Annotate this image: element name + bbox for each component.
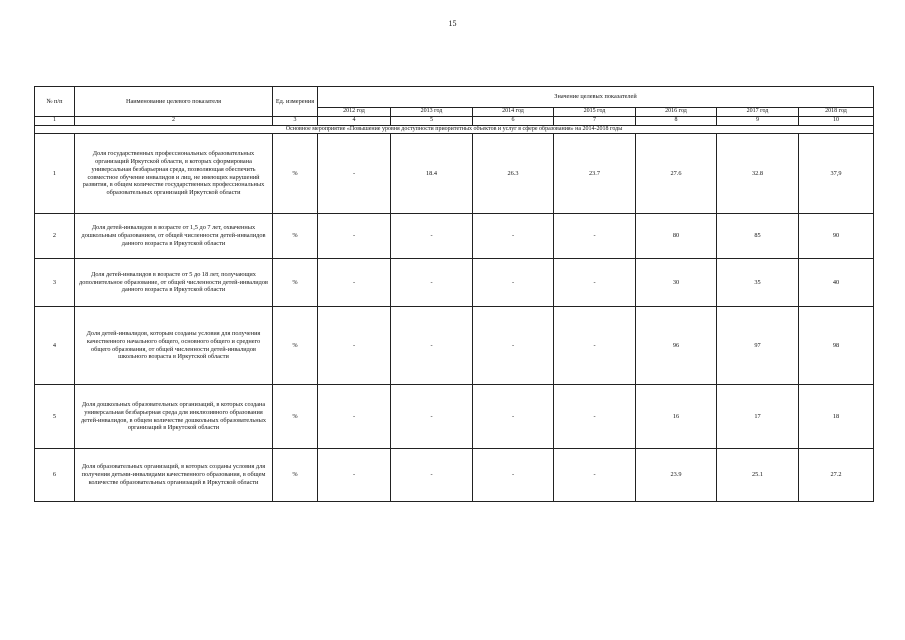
- value-cell: 23.7: [554, 134, 636, 214]
- value-cell: 16: [636, 385, 717, 449]
- value-cell: 40: [799, 259, 874, 307]
- value-cell: -: [554, 259, 636, 307]
- value-cell: -: [391, 385, 473, 449]
- section-title: Основное мероприятие «Повышение уровня доступности приоритетных объектов и услуг в сфере образования» на 2014-2018 годы: [35, 125, 874, 134]
- row-number: 6: [35, 449, 75, 502]
- header-year: 2016 год: [636, 108, 717, 117]
- column-numbers-row: [35, 117, 874, 126]
- unit-cell: %: [273, 214, 318, 259]
- value-cell: -: [473, 259, 554, 307]
- unit-cell: %: [273, 385, 318, 449]
- unit-cell: %: [273, 259, 318, 307]
- value-cell: 23.9: [636, 449, 717, 502]
- value-cell: -: [473, 449, 554, 502]
- value-cell: 85: [717, 214, 799, 259]
- row-number: 3: [35, 259, 75, 307]
- value-cell: -: [473, 385, 554, 449]
- column-number: 2: [75, 117, 273, 126]
- value-cell: 35: [717, 259, 799, 307]
- value-cell: -: [554, 385, 636, 449]
- value-cell: 98: [799, 307, 874, 385]
- row-number: 1: [35, 134, 75, 214]
- table-row: [35, 307, 874, 385]
- value-cell: 30: [636, 259, 717, 307]
- indicator-name: Доля детей-инвалидов в возрасте от 1,5 до 7 лет, охваченных дошкольным образованием, от общей численности детей-инвалидов данного возраста в Иркутской области: [75, 214, 273, 259]
- value-cell: 18.4: [391, 134, 473, 214]
- header-year: 2012 год: [318, 108, 391, 117]
- value-cell: -: [318, 385, 391, 449]
- row-number: 5: [35, 385, 75, 449]
- value-cell: 80: [636, 214, 717, 259]
- unit-cell: %: [273, 449, 318, 502]
- value-cell: -: [554, 449, 636, 502]
- column-number: 1: [35, 117, 75, 126]
- value-cell: 26.3: [473, 134, 554, 214]
- value-cell: 17: [717, 385, 799, 449]
- table-row: [35, 449, 874, 502]
- column-number: 8: [636, 117, 717, 126]
- value-cell: -: [318, 259, 391, 307]
- value-cell: -: [318, 214, 391, 259]
- indicator-name: Доля дошкольных образовательных организаций, в которых создана универсальная безбарьерная среда для инклюзивного образования детей-инвалидов, в общем количестве дошкольных образовательных организаций в Иркутской области: [75, 385, 273, 449]
- value-cell: 97: [717, 307, 799, 385]
- row-number: 4: [35, 307, 75, 385]
- value-cell: 32.8: [717, 134, 799, 214]
- column-number: 10: [799, 117, 874, 126]
- value-cell: -: [391, 259, 473, 307]
- section-row: [35, 125, 874, 134]
- target-indicators-table: [34, 86, 874, 502]
- page-number: 15: [448, 19, 457, 28]
- value-cell: -: [318, 134, 391, 214]
- value-cell: 25.1: [717, 449, 799, 502]
- header-year: 2017 год: [717, 108, 799, 117]
- header-indicator-name: Наименование целевого показателя: [75, 87, 273, 117]
- header-year: 2013 год: [391, 108, 473, 117]
- table-row: [35, 134, 874, 214]
- value-cell: -: [554, 307, 636, 385]
- indicator-name: Доля образовательных организаций, в которых созданы условия для получения детьми-инвалидами качественного образования, в общем количестве образовательных организаций в Иркутской области: [75, 449, 273, 502]
- unit-cell: %: [273, 134, 318, 214]
- value-cell: -: [391, 449, 473, 502]
- value-cell: -: [391, 307, 473, 385]
- value-cell: -: [318, 449, 391, 502]
- value-cell: -: [554, 214, 636, 259]
- column-number: 6: [473, 117, 554, 126]
- column-number: 9: [717, 117, 799, 126]
- indicator-name: Доля государственных профессиональных образовательных организаций Иркутской области, в которых сформирована универсальная безбарьерная среда, позволяющая обеспечить совместное обучение инвалидов и лиц, не имеющих нарушений развития, в общем количестве государственных профессиональных образовательных организаций Иркутской области: [75, 134, 273, 214]
- value-cell: -: [318, 307, 391, 385]
- value-cell: 18: [799, 385, 874, 449]
- value-cell: -: [473, 307, 554, 385]
- row-number: 2: [35, 214, 75, 259]
- indicator-name: Доля детей-инвалидов в возрасте от 5 до 18 лет, получающих дополнительное образование, от общей численности детей-инвалидов данного возраста в Иркутской области: [75, 259, 273, 307]
- column-number: 3: [273, 117, 318, 126]
- header-year: 2018 год: [799, 108, 874, 117]
- table-row: [35, 385, 874, 449]
- column-number: 7: [554, 117, 636, 126]
- value-cell: 96: [636, 307, 717, 385]
- header-row: [35, 87, 874, 108]
- value-cell: 27.6: [636, 134, 717, 214]
- indicator-name: Доля детей-инвалидов, которым созданы условия для получения качественного начального общего, основного общего и среднего общего образования, от общей численности детей-инвалидов школьного возраста в Иркутской области: [75, 307, 273, 385]
- value-cell: -: [473, 214, 554, 259]
- header-values: Значение целевых показателей: [318, 87, 874, 108]
- value-cell: 27.2: [799, 449, 874, 502]
- header-year: 2015 год: [554, 108, 636, 117]
- value-cell: 37,9: [799, 134, 874, 214]
- header-year: 2014 год: [473, 108, 554, 117]
- header-unit: Ед. измерения: [273, 87, 318, 117]
- value-cell: -: [391, 214, 473, 259]
- column-number: 5: [391, 117, 473, 126]
- unit-cell: %: [273, 307, 318, 385]
- value-cell: 90: [799, 214, 874, 259]
- column-number: 4: [318, 117, 391, 126]
- table-row: [35, 214, 874, 259]
- header-number: № п/п: [35, 87, 75, 117]
- table-row: [35, 259, 874, 307]
